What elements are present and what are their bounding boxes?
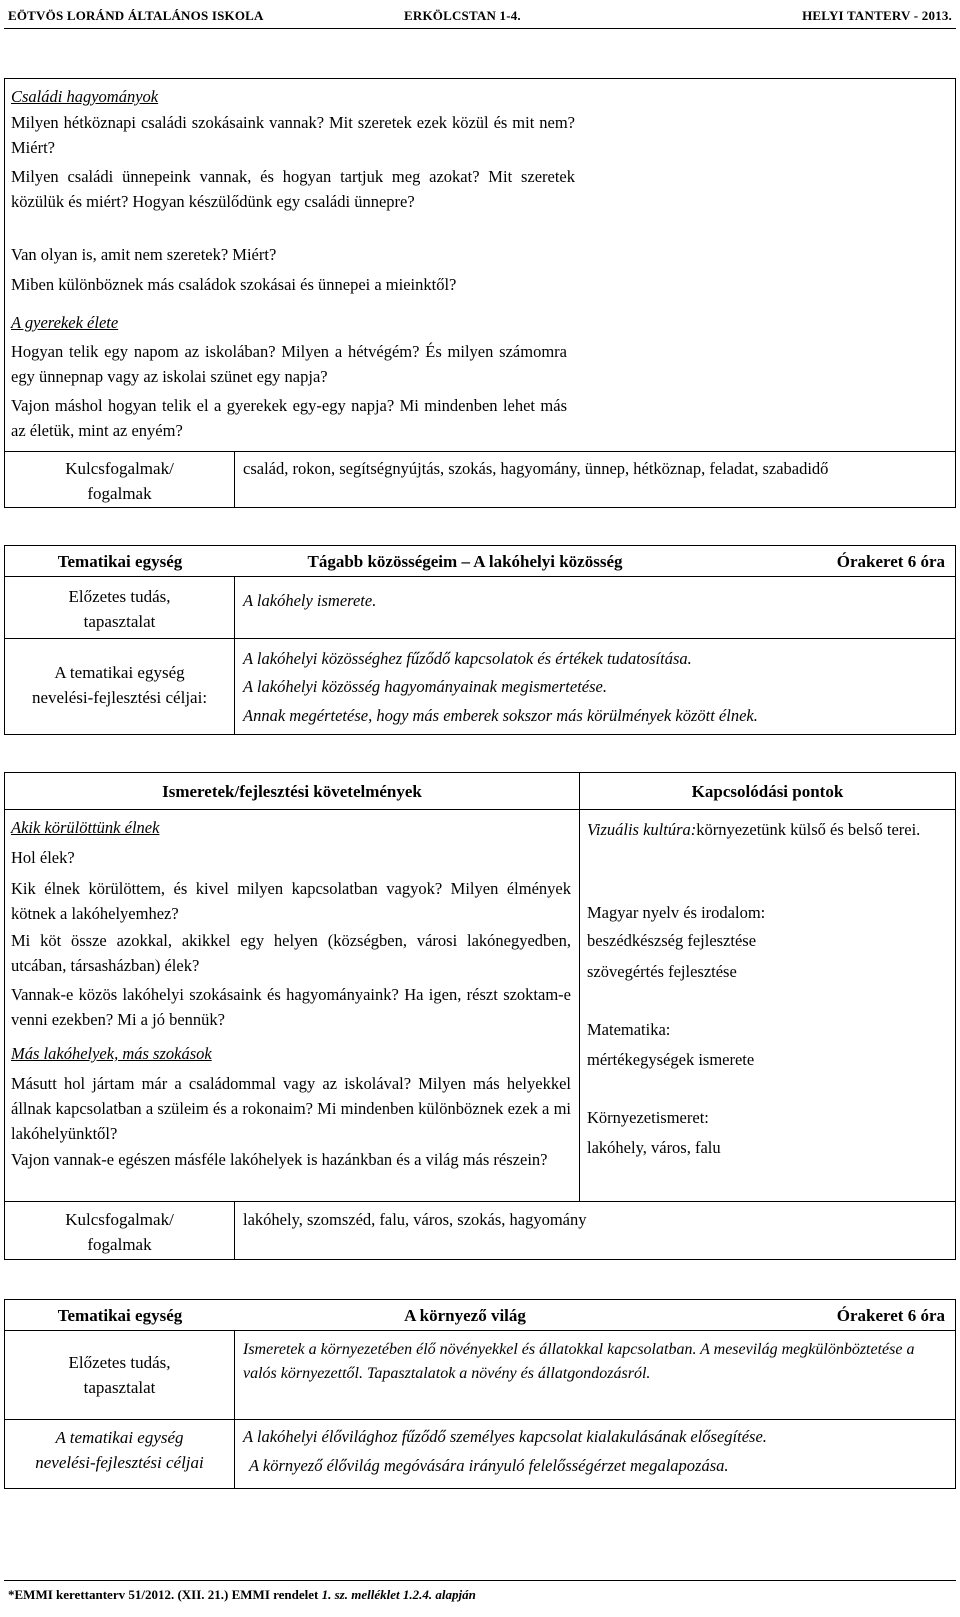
goal-line: A lakóhelyi élővilághoz fűződő személyes kapcsolat kialakulásának elősegítése. [243,1427,767,1446]
footer-divider [4,1580,956,1581]
row-divider [5,1201,955,1202]
prior-knowledge-text: A lakóhely ismerete. [243,591,377,610]
unit-environment-table [4,1299,956,1489]
row-divider [5,1330,955,1331]
content-line: Hogyan telik egy napom az iskolában? Milyen a hétvégém? És milyen számomra egy ünnepnap vagy az iskolai szünet egy napja? [11,342,567,386]
goal-line: A környező élővilág megóvására irányuló felelősségérzet megalapozása. [249,1456,729,1475]
goals-label: A tematikai egység nevelési-fejlesztési céljai: [31,663,208,707]
section-title-family-traditions: Családi hagyományok [11,87,159,106]
content-line: Milyen hétköznapi családi szokásaink vannak? Mit szeretek ezek közül és mit nem? Miért? [11,113,575,157]
keywords-label: Kulcsfogalmak/ fogalmak [65,459,174,503]
link-hungarian-subject: Magyar nyelv és irodalom: [587,903,766,922]
unit-title: A környező világ [404,1306,526,1325]
keywords-label: Kulcsfogalmak/ fogalmak [65,1210,174,1254]
content-line: Hol élek? [11,848,75,867]
unit-title: Tágabb közösségeim – A lakóhelyi közösség [307,552,623,571]
content-line: Másutt hol jártam már a családommal vagy az iskolával? Milyen más helyekkel állnak kapcsolatban a szüleim és a rokonaim? Mi mindenben különböznek ezek a mi lakóhelyünktől? [11,1074,571,1143]
content-line: Vajon máshol hogyan telik el a gyerekek egy-egy napja? Mi mindenben lehet más az életük, mint az enyém? [11,396,567,440]
section-title-other-places: Más lakóhelyek, más szokások [11,1044,212,1063]
hours-label: Órakeret 6 óra [836,1306,945,1325]
subject-name: ERKÖLCSTAN 1-4. [404,8,521,23]
family-traditions-table [4,78,956,508]
content-line: Vannak-e közös lakóhelyi szokásaink és hagyományaink? Ha igen, részt szoktam-e venni ezekben? Mi a jó bennük? [11,985,571,1029]
keywords-text: lakóhely, szomszéd, falu, város, szokás, hagyomány [243,1210,587,1229]
link-visual-culture: Vizuális kultúra:környezetünk külső és belső terei. [587,820,921,839]
keywords-text: család, rokon, segítségnyújtás, szokás, hagyomány, ünnep, hétköznap, feladat, szabadidő [243,459,829,478]
page-header [8,6,952,28]
col-header-links: Kapcsolódási pontok [691,782,844,801]
content-line: Mi köt össze azokkal, akikkel egy helyen (községben, városi lakónegyedben, utcában, társasházban) élek? [11,931,571,975]
content-line: Van olyan is, amit nem szeretek? Miért? [11,245,277,264]
section-title-childrens-life: A gyerekek élete [11,313,119,332]
requirements-table [4,772,956,1260]
footer-note: *EMMI kerettanterv 51/2012. (XII. 21.) EMMI rendelet 1. sz. melléklet 1.2.4. alapján [8,1587,476,1602]
content-line: Milyen családi ünnepeink vannak, és hogyan tartjuk meg azokat? Mit szeretek közülük és miért? Hogyan készülődünk egy családi ünnepre? [11,167,575,211]
unit-label: Tematikai egység [57,552,183,571]
unit-local-community-table [4,545,956,735]
link-hungarian-item: szövegértés fejlesztése [587,962,737,981]
col-divider [234,451,235,507]
row-divider [5,1419,955,1420]
prior-knowledge-label: Előzetes tudás, tapasztalat [68,587,171,631]
row-divider [5,576,955,577]
goal-line: A lakóhelyi közösséghez fűződő kapcsolatok és értékek tudatosítása. [243,649,692,668]
content-line: Miben különböznek más családok szokásai és ünnepei a mieinktől? [11,275,457,294]
col-divider [579,773,580,1201]
link-env-item: lakóhely, város, falu [587,1138,721,1157]
goal-line: Annak megértetése, hogy más emberek sokszor más körülmények között élnek. [243,706,758,725]
row-divider [5,809,955,810]
curriculum-name: HELYI TANTERV - 2013. [802,8,952,23]
link-env-subject: Környezetismeret: [587,1108,709,1127]
prior-knowledge-label: Előzetes tudás, tapasztalat [68,1353,171,1397]
row-divider [5,638,955,639]
link-math-item: mértékegységek ismerete [587,1050,755,1069]
section-title-neighbours: Akik körülöttünk élnek [11,818,160,837]
header-divider [4,28,956,29]
content-line: Kik élnek körülöttem, és kivel milyen kapcsolatban vagyok? Milyen élmények kötnek a lakóhelyemhez? [11,879,571,923]
col-header-requirements: Ismeretek/fejlesztési követelmények [162,782,422,801]
unit-label: Tematikai egység [57,1306,183,1325]
link-math-subject: Matematika: [587,1020,671,1039]
col-divider [234,1201,235,1259]
hours-label: Órakeret 6 óra [836,552,945,571]
row-divider [5,451,955,452]
link-hungarian-item: beszédkészség fejlesztése [587,931,757,950]
prior-knowledge-text: Ismeretek a környezetében élő növényekkel és állatokkal kapcsolatban. A mesevilág megkülönböztetése a valós környezettől. Tapasztalatok a növény és állatgondozásról. [243,1341,915,1382]
col-divider [234,576,235,734]
goal-line: A lakóhelyi közösség hagyományainak megismertetése. [243,677,607,696]
school-name: EÖTVÖS LORÁND ÁLTALÁNOS ISKOLA [8,8,264,23]
goals-label: A tematikai egység nevelési-fejlesztési céljai [35,1428,204,1472]
content-line: Vajon vannak-e egészen másféle lakóhelyek is hazánkban és a világ más részein? [11,1150,548,1169]
col-divider [234,1330,235,1488]
